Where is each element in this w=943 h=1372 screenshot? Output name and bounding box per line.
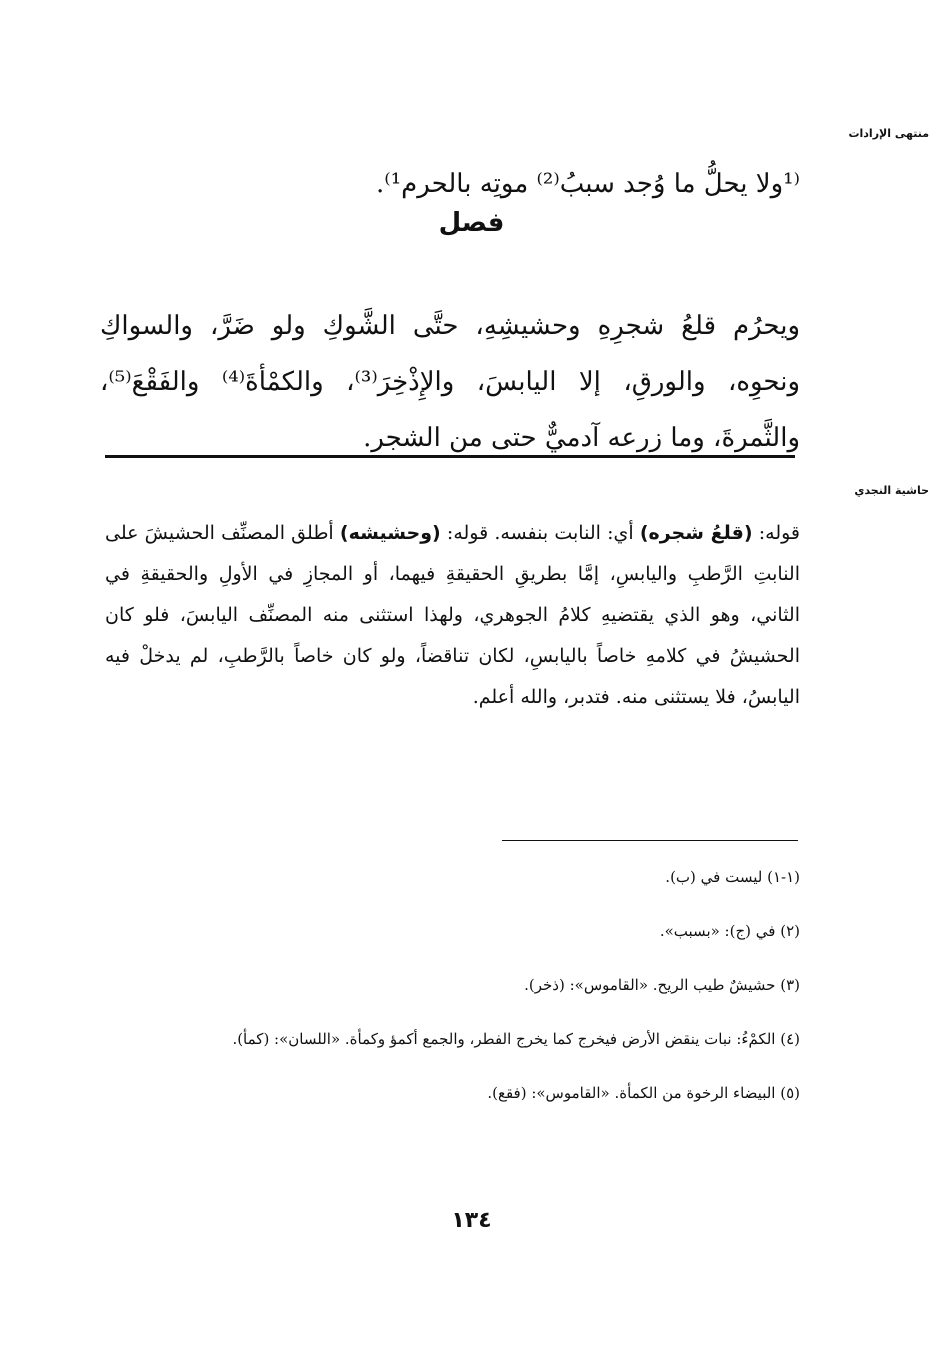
hashiya-q1-rest: أي: النابت بنفسه. قوله: (440, 522, 640, 544)
footnote-1: (١-١) ليست في (ب). (665, 868, 800, 886)
matn-paragraph: ويحرُم قلعُ شجرِهِ وحشيشِهِ، حتَّى الشَّوكِ ولو ضَرَّ، والسواكِ ونحوِه، والورقِ، إلا اليابسَ، والإِذْخِرَ⁽³⁾، والكمْأةَ⁽⁴⁾ والفَقْعَ⁽⁵⁾، والثَّمرةَ، وما زرعه آدميٌّ حتى من الشجر. (100, 311, 800, 453)
footnotes (110, 862, 800, 1132)
hashiya-q1-quote: (قلعُ شجره) (639, 522, 753, 544)
side-label-muntaha: منتهى الإرادات (848, 127, 929, 140)
section-title: فصل (438, 208, 505, 238)
footnote-4: (٤) الكمْءُ: نبات ينقض الأرض فيخرج كما يخرج الفطر، والجمع أكمؤ وكمأة. «اللسان»: (كمأ). (232, 1030, 800, 1048)
footnote-rule (502, 840, 798, 841)
side-label-najdi: حاشية النجدي (854, 484, 929, 497)
section-divider (105, 455, 795, 458)
hashiya-q2-quote: (وحشيشه) (339, 522, 441, 544)
matn-opening-line: ⁽¹ولا يحلُّ ما وُجد سببُ⁽²⁾ موتِه بالحرم¹⁾. (376, 169, 800, 199)
footnote-3: (٣) حشيشٌ طيب الريح. «القاموس»: (ذخر). (524, 976, 800, 994)
footnote-5: (٥) البيضاء الرخوة من الكمأة. «القاموس»: (فقع). (487, 1084, 800, 1102)
hashiya-paragraph (105, 513, 800, 718)
hashiya-q2-rest: أطلق المصنِّف الحشيشَ على النابتِ الرَّطبِ واليابسِ، إمَّا بطريقِ الحقيقةِ فيهما، أو المجازِ في الأولِ والحقيقةِ في الثاني، وهو الذي يقتضيهِ كلامُ الجوهري، ولهذا استثنى منه المصنِّف اليابسَ، فلو كان الحشيشُ في كلامهِ خاصاً باليابسِ، لكان تناقضاً، ولو كان خاصاً بالرَّطبِ، لم يدخلْ فيه اليابسُ، فلا يستثنى منه. فتدبر، والله أعلم. (105, 522, 800, 708)
page-number: ١٣٤ (451, 1208, 492, 1233)
hashiya-q1-intro: قوله: (752, 522, 801, 544)
footnote-2: (٢) في (ج): «بسبب». (659, 922, 800, 940)
